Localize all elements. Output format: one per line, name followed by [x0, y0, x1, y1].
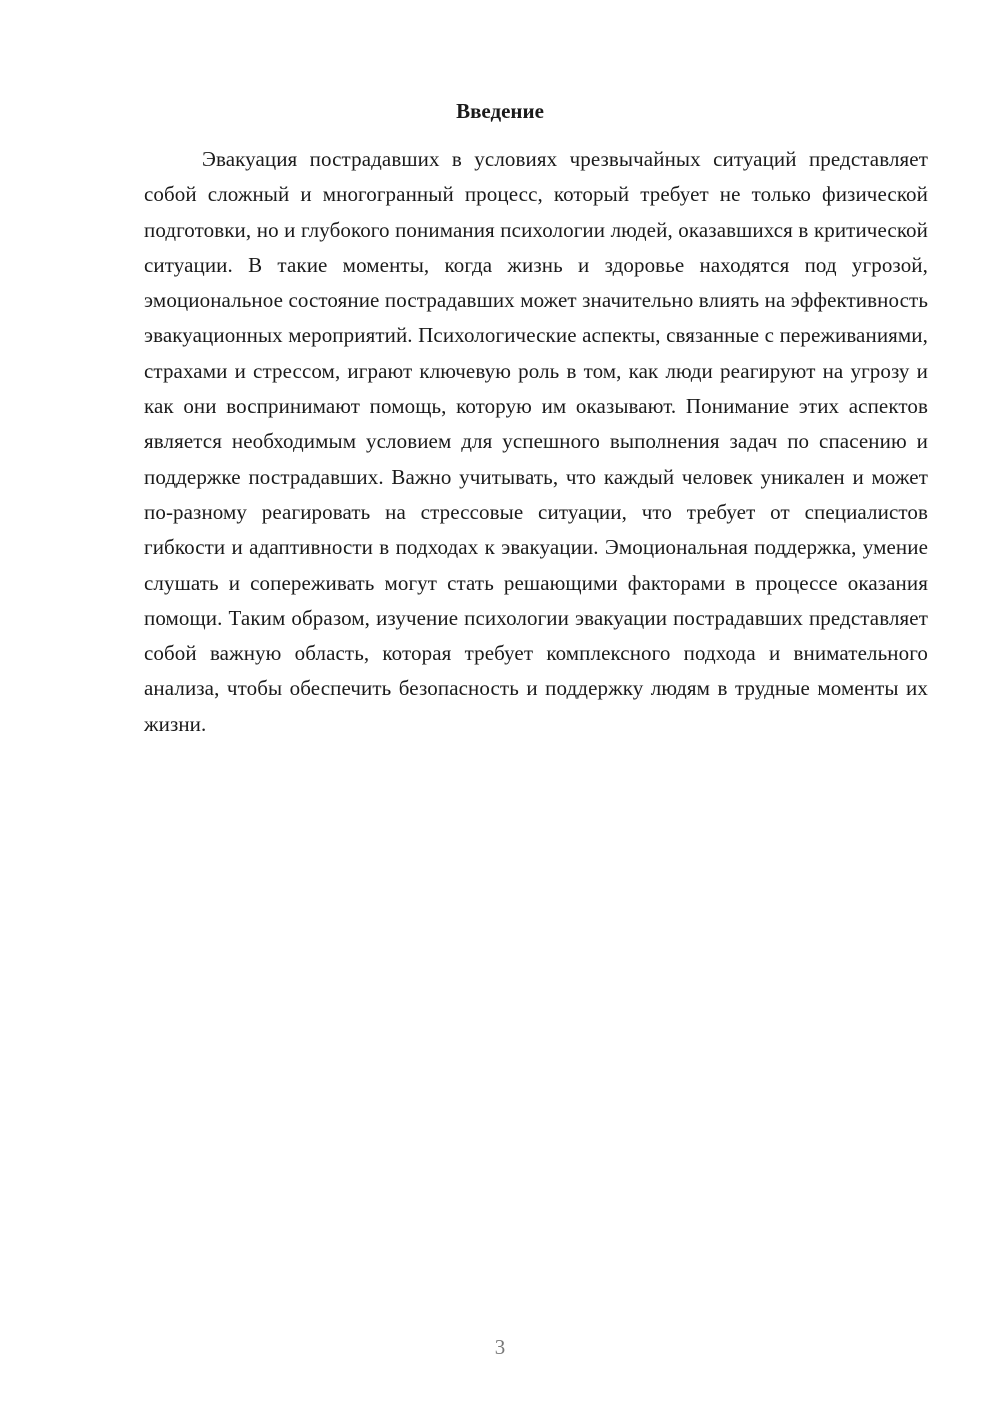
intro-paragraph: Эвакуация пострадавших в условиях чрезвычайных ситуаций представляет собой сложный и многогранный процесс, который требует не только физической подготовки, но и глубокого понимания психологии людей, оказавшихся в критической ситуации. В такие моменты, когда жизнь и здоровье находятся под угрозой, эмоциональное состояние пострадавших может значительно влиять на эффективность эвакуационных мероприятий. Психологические аспекты, связанные с переживаниями, страхами и стрессом, играют ключевую роль в том, как люди реагируют на угрозу и как они воспринимают помощь, которую им оказывают. Понимание этих аспектов является необходимым условием для успешного выполнения задач по спасению и поддержке пострадавших. Важно учитывать, что каждый человек уникален и может по-разному реагировать на стрессовые ситуации, что требует от специалистов гибкости и адаптивности в подходах к эвакуации. Эмоциональная поддержка, умение слушать и сопереживать могут стать решающими факторами в процессе оказания помощи. Таким образом, изучение психологии эвакуации пострадавших представляет собой важную область, которая требует комплексного подхода и внимательного анализа, чтобы обеспечить безопасность и поддержку людям в трудные моменты их жизни. — [144, 147, 928, 736]
page-number: 3 — [494, 1335, 506, 1359]
page-title: Введение — [456, 99, 544, 123]
